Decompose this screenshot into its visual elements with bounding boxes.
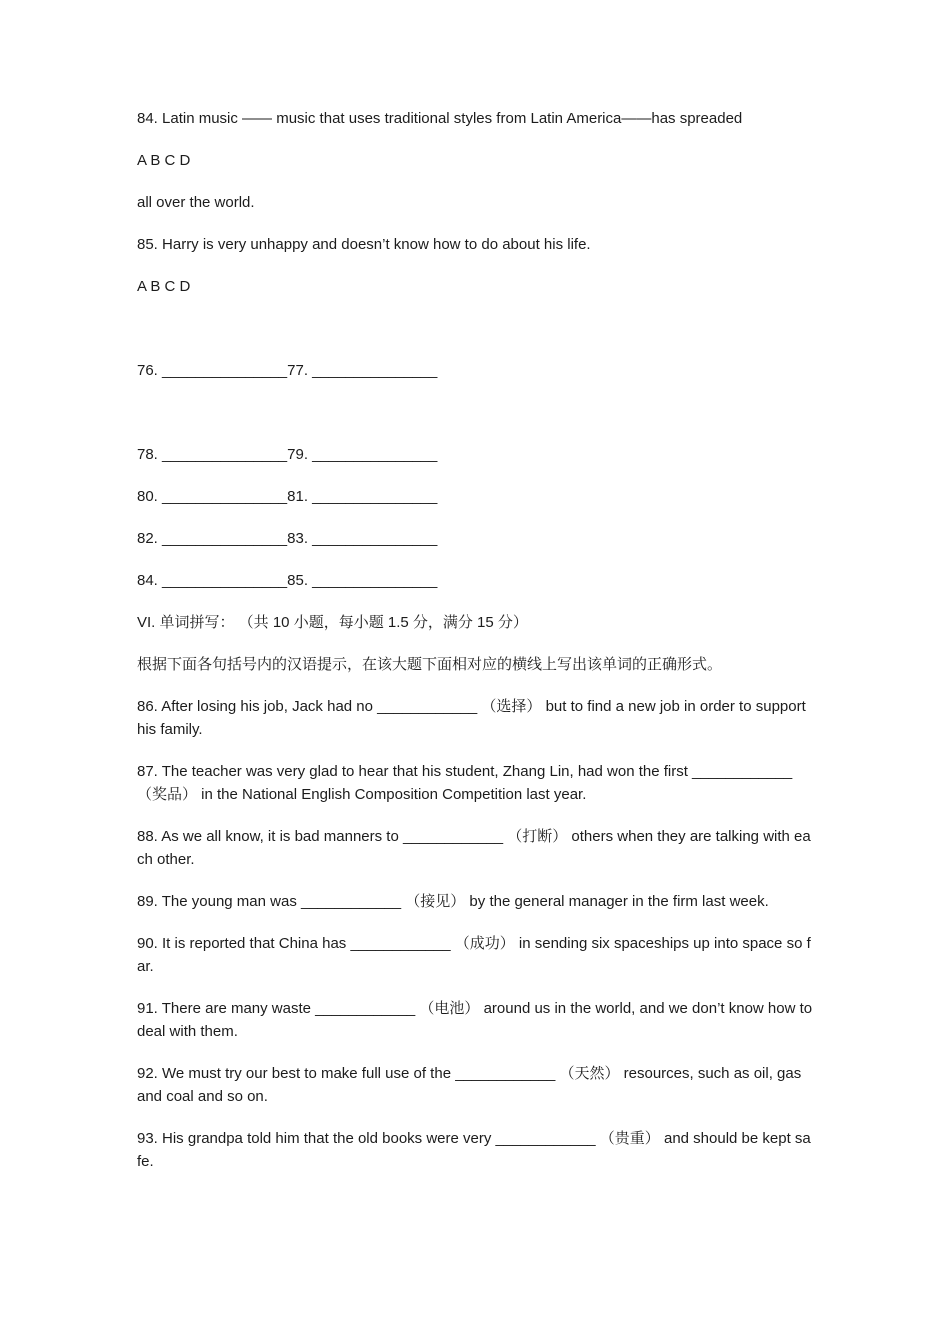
options-abcd-85: A B C D bbox=[137, 278, 191, 295]
blank-spacer-1 bbox=[137, 317, 813, 340]
question-93: 93. His grandpa told him that the old books were very ____________ （贵重） and should be kept safe. bbox=[137, 1130, 811, 1170]
section-6-heading: VI. 单词拼写： （共 10 小题，每小题 1.5 分，满分 15 分） bbox=[137, 614, 528, 631]
question-89: 89. The young man was ____________ （接见） by the general manager in the firm last week. bbox=[137, 893, 769, 910]
question-84-continuation: all over the world. bbox=[137, 194, 255, 211]
question-92: 92. We must try our best to make full use of the ____________ （天然） resources, such as oil, gas and coal and so on. bbox=[137, 1065, 806, 1105]
options-abcd-84: A B C D bbox=[137, 152, 191, 169]
question-85: 85. Harry is very unhappy and doesn’t know how to do about his life. bbox=[137, 236, 591, 253]
answer-blanks-82-83: 82. _______________83. _______________ bbox=[137, 530, 438, 547]
document-content bbox=[137, 107, 817, 1173]
answer-blanks-80-81: 80. _______________81. _______________ bbox=[137, 488, 438, 505]
answer-blanks-76-77: 76. _______________77. _______________ bbox=[137, 362, 438, 379]
answer-blanks-78-79: 78. _______________79. _______________ bbox=[137, 446, 438, 463]
question-84: 84. Latin music —— music that uses traditional styles from Latin America——has spreaded bbox=[137, 110, 743, 127]
question-91: 91. There are many waste ____________ （电池） around us in the world, and we don’t know how to deal with them. bbox=[137, 1000, 817, 1040]
question-87: 87. The teacher was very glad to hear that his student, Zhang Lin, had won the first ____________ （奖品） in the National English Composition Competition last year. bbox=[137, 763, 797, 803]
section-6-instructions: 根据下面各句括号内的汉语提示，在该大题下面相对应的横线上写出该单词的正确形式。 bbox=[137, 656, 723, 673]
question-88: 88. As we all know, it is bad manners to ____________ （打断） others when they are talking with each other. bbox=[137, 828, 811, 868]
blank-spacer-2 bbox=[137, 401, 813, 424]
question-86: 86. After losing his job, Jack had no ____________ （选择） but to find a new job in order to support his family. bbox=[137, 698, 810, 738]
answer-blanks-84-85: 84. _______________85. _______________ bbox=[137, 572, 438, 589]
question-90: 90. It is reported that China has ____________ （成功） in sending six spaceships up into space so far. bbox=[137, 935, 811, 975]
